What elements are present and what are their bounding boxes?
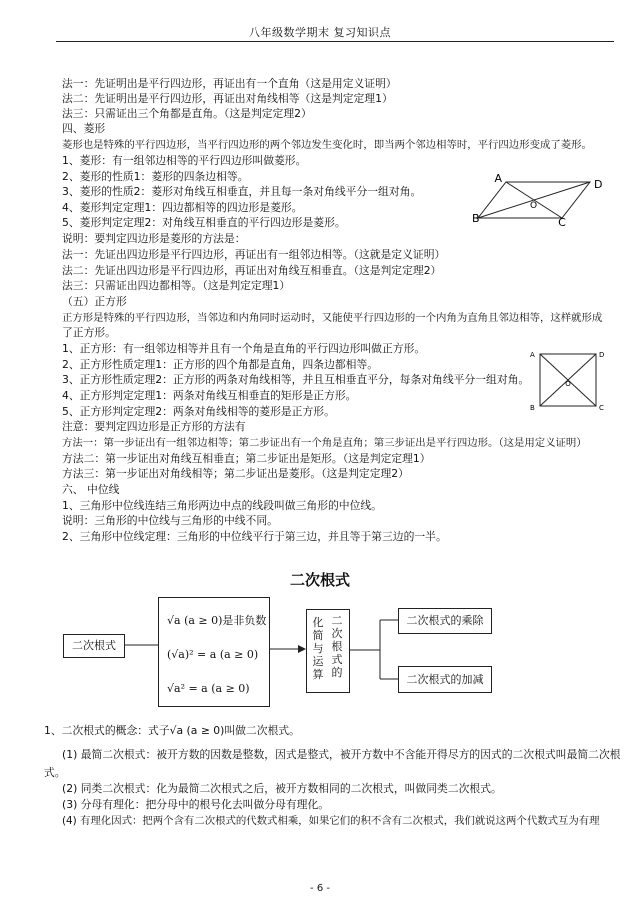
text-line: 说明：要判定四边形是菱形的方法是： (62, 232, 246, 245)
rhombus-label-b: B (472, 212, 480, 225)
square-label-c: C (599, 404, 604, 412)
page-number: - 6 - (310, 883, 330, 894)
text-line: (3) 分母有理化：把分母中的根号化去叫做分母有理化。 (62, 798, 330, 811)
radical-properties-box (158, 597, 270, 707)
text-line: 4、菱形判定定理1：四边都相等的四边形是菱形。 (62, 201, 303, 214)
radical-sqrt-identity: √a² = a (a ≥ 0) (167, 682, 250, 695)
rhombus-label-d: D (594, 178, 603, 191)
add-subtract-box: 二次根式的加减 (398, 666, 492, 693)
text-line: (1) 最简二次根式：被开方数的因数是整数，因式是整式，被开方数中不含能开得尽方的因式的二次根式叫最简二次根 (62, 748, 621, 761)
text-line: 法一：先证出四边形是平行四边形，再证出有一组邻边相等。（这就是定义证明） (62, 248, 446, 261)
text-line: 1、正方形：有一组邻边相等并且有一个角是直角的平行四边形叫做正方形。 (62, 342, 426, 355)
section-heading: 六、 中位线 (62, 483, 120, 496)
square-label-b: B (530, 404, 535, 412)
text-line: 法三：只需证出四边都相等。（这是判定定理1） (62, 279, 291, 292)
text-line: 说明：三角形的中位线与三角形的中线不同。 (62, 514, 278, 527)
text-line: 菱形也是特殊的平行四边形，当平行四边形的两个邻边发生变化时，即当两个邻边相等时，平行四边形变成了菱形。 (62, 139, 592, 151)
square-label-o: O (565, 380, 571, 388)
text-line: 1、三角形中位线连结三角形两边中点的线段叫做三角形的中位线。 (62, 499, 382, 512)
square-label-a: A (530, 351, 535, 359)
radical-nonneg-expr: √a (a ≥ 0) (167, 614, 223, 627)
rhombus-figure (470, 172, 603, 229)
text-line: 3、正方形性质定理2：正方形的两条对角线相等，并且互相垂直平分，每条对角线平分一组对角。 (62, 373, 530, 386)
text-line: 5、菱形判定定理2：对角线互相垂直的平行四边形是菱形。 (62, 216, 346, 229)
text-line: 正方形是特殊的平行四边形，当邻边和内角同时运动时，又能使平行四边形的一个内角为直角且邻边相等，这样就形成 (62, 312, 603, 324)
rhombus-label-c: C (558, 216, 566, 229)
radical-nonneg-suffix: 是非负数 (222, 614, 267, 627)
ops-vertical-left: 化简与运算 (312, 616, 324, 681)
text-line: 注意：要判定四边形是正方形的方法有 (62, 420, 246, 433)
text-line: 1、二次根式的概念：式子√a (a ≥ 0)叫做二次根式。 (44, 724, 300, 737)
text-line: (2) 同类二次根式：化为最简二次根式之后，被开方数相同的二次根式，叫做同类二次根式。 (62, 782, 502, 795)
text-line: 3、菱形的性质2：菱形对角线互相垂直，并且每一条对角线平分一组对角。 (62, 185, 422, 198)
text-line: 方法二：第一步证出对角线互相垂直；第二步证出是矩形。（这是判定定理1） (62, 452, 431, 465)
square-figure (528, 348, 608, 414)
text-line: 式。 (44, 766, 66, 779)
text-line: 5、正方形判定定理2：两条对角线相等的菱形是正方形。 (62, 405, 335, 418)
text-line: 法一：先证明出是平行四边形，再证出有一个直角（这是用定义证明） (62, 77, 397, 90)
text-line: 4、正方形判定定理1：两条对角线互相垂直的矩形是正方形。 (62, 389, 357, 402)
text-line: 法三：只需证出三个角都是直角。（这是判定定理2） (62, 107, 312, 120)
text-line: 方法一：第一步证出有一组邻边相等；第二步证出有一个角是直角；第三步证出是平行四边形。（这是用定义证明） (62, 437, 587, 449)
text-line: 方法三：第一步证出对角线相等；第二步证出是菱形。（这是判定定理2） (62, 467, 409, 480)
page-header: 八年级数学期末 复习知识点 (249, 26, 391, 39)
radical-root-box: 二次根式 (63, 634, 125, 658)
text-line: 2、菱形的性质1：菱形的四条边相等。 (62, 170, 249, 183)
section-heading: 四、菱形 (62, 122, 106, 135)
radical-square-identity: (√a)² = a (a ≥ 0) (167, 648, 259, 661)
text-line: (4) 有理化因式：把两个含有二次根式的代数式相乘，如果它们的积不含有二次根式，我们就说这两个代数式互为有理 (62, 815, 600, 827)
section-title: 二次根式 (289, 571, 350, 589)
rhombus-label-a: A (494, 172, 502, 185)
text-line: 2、三角形中位线定理：三角形的中位线平行于第三边，并且等于第三边的一半。 (62, 530, 447, 543)
rhombus-label-o: O (530, 201, 538, 211)
text-line: 法二：先证出四边形是平行四边形，再证出对角线互相垂直。（这是判定定理2） (62, 264, 442, 277)
radical-operations-box (306, 609, 350, 693)
text-line: 了正方形。 (62, 326, 116, 339)
text-line: 1、菱形：有一组邻边相等的平行四边形叫做菱形。 (62, 154, 307, 167)
text-line: 2、正方形性质定理1：正方形的四个角都是直角，四条边都相等。 (62, 358, 379, 371)
section-heading: （五）正方形 (62, 295, 127, 308)
text-line: 法二：先证明出是平行四边形，再证出对角线相等（这是判定定理1） (62, 92, 393, 105)
multiply-divide-box: 二次根式的乘除 (398, 608, 492, 634)
square-label-d: D (599, 351, 605, 359)
header-rule (56, 41, 614, 42)
ops-vertical-right: 二次根式的 (331, 614, 343, 679)
